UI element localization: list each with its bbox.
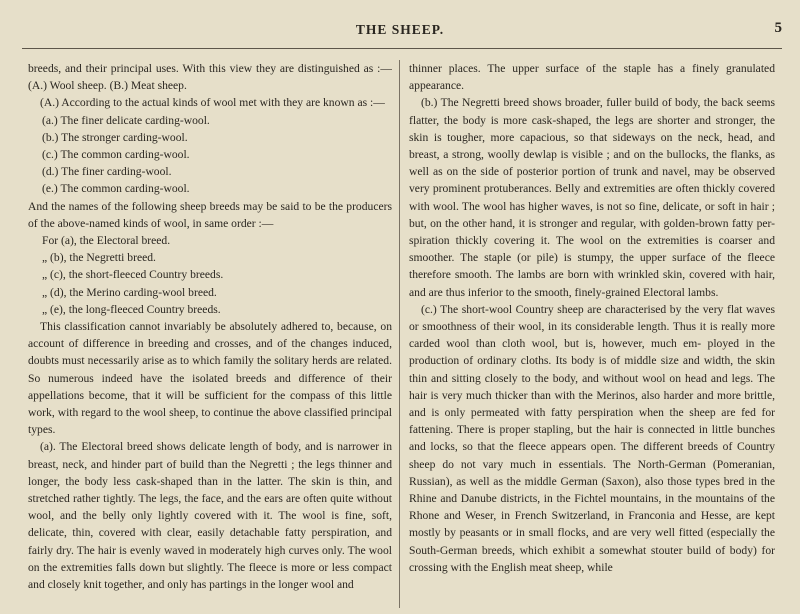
list-item: (b.) The stronger carding-wool.	[42, 130, 188, 144]
paragraph: (A.) According to the actual kinds of wool met with they are known as :—	[40, 96, 385, 110]
list-item: „ (c), the short-fleeced Country breeds.	[42, 268, 224, 282]
column-divider	[399, 60, 400, 608]
list-item: (d.) The finer carding-wool.	[42, 165, 172, 179]
list-item: „ (e), the long-fleeced Country breeds.	[42, 302, 221, 316]
paragraph: This classification cannot invariably be absolutely adhered to, because, on account of difference in breeding and crosses, and of the changes induced, doubts must necessarily arise as to which family the solitary herds are related. So numerous indeed have the isolated breeds and difference of their appellations become, that it will be sufficient for the compass of this little work, with regard to the wool sheep, to continue the above classified principal types.	[28, 320, 392, 437]
list-item: For (a), the Electoral breed.	[42, 234, 171, 248]
right-column	[409, 60, 775, 608]
list-item: „ (d), the Merino carding-wool breed.	[42, 285, 217, 299]
header-rule	[22, 48, 782, 49]
list-item: „ (b), the Negretti breed.	[42, 251, 156, 265]
paragraph: breeds, and their principal uses. With this view they are distinguished as :—(A.) Wool sheep. (B.) Meat sheep.	[28, 62, 392, 93]
paragraph: And the names of the following sheep breeds may be said to be the producers of the above-named kinds of wool, in same order :—	[28, 199, 392, 230]
paragraph: (a). The Electoral breed shows delicate length of body, and is narrower in breast, neck, and hinder part of build than the Negretti ; the legs thinner and longer, the body less cask-shaped than in the latter. The skin is thin, and stretched rather tightly. The legs, the face, and the ears are often quite without wool, and the belly only lightly covered with it. The wool is fine, soft, delicate, thin, covered with clear, easily detachable fatty perspiration, and fairly dry. The hair is evenly waved in moderately high curves only. The wool on the extremities falls down but slightly. The fleece is more or less compact and closely knit together, and only has partings in the longer wool and	[28, 440, 392, 592]
list-item: (a.) The finer delicate carding-wool.	[42, 113, 210, 127]
page-number: 5	[774, 20, 782, 36]
left-column	[28, 60, 392, 608]
running-title: THE SHEEP.	[355, 22, 445, 37]
list-item: (c.) The common carding-wool.	[42, 148, 190, 162]
list-item: (e.) The common carding-wool.	[42, 182, 190, 196]
paragraph: (b.) The Negretti breed shows broader, fuller build of body, the back seems flatter, the body is more cask-shaped, the legs are shorter and stronger, the skin is tougher, more capacious, so that sideways on the neck, head, and breast, a strong, woolly dewlap is visible ; and on the bullocks, the flanks, as well as on the side of posterior portion of trunk and navel, may be observed very prominent protuberances. Belly and extremities are often thickly covered with wool. The wool has higher waves, is not so fine, delicate, or soft in hair ; but, on the other hand, it is stronger and regular, with golden-brown fatty per- spiration thickly covering it. The wool on the extremities is coarser and smoother. The staple (or pile) is stumpy, the upper surface of the fleece therefore smooth. The lambs are born with wrinkled skin, covered with hair, and are thus inferior to the smooth, finely-grained Electoral lambs.	[409, 96, 775, 299]
paragraph: (c.) The short-wool Country sheep are characterised by the very flat waves or smoothness of their wool, in its considerable length. Thus it is really more carded wool than cloth wool, but is, however, much em- ployed in the production of ordinary cloths. Its body is of middle size and width, the skin thin and sitting closely to the body, and without wool on head and legs. The hair is very much thicker than with the Merinos, also harder and more brittle, and is only permeated with fatty perspiration when the sheep are fed for fattening. There is proper stapling, but the hair is connected in little bunches and locks, so that the fleece appears open. The different breeds of Country sheep do not vary much in essentials. The North-German (Pomeranian, Russian), as well as the middle German (Saxon), also those types bred in the Rhine and Danube districts, in the Fichtel mountains, in the mountains of the Rhone and Weser, in French Switzerland, in Franconia and Hesse, are kept mostly by peasants or in small flocks, and are very well fitted (especially the South-German breeds, which exhibit a somewhat stouter build of body) for crossing with the English meat sheep, while	[409, 302, 775, 574]
paragraph: thinner places. The upper surface of the staple has a finely granulated appearance.	[409, 62, 775, 93]
